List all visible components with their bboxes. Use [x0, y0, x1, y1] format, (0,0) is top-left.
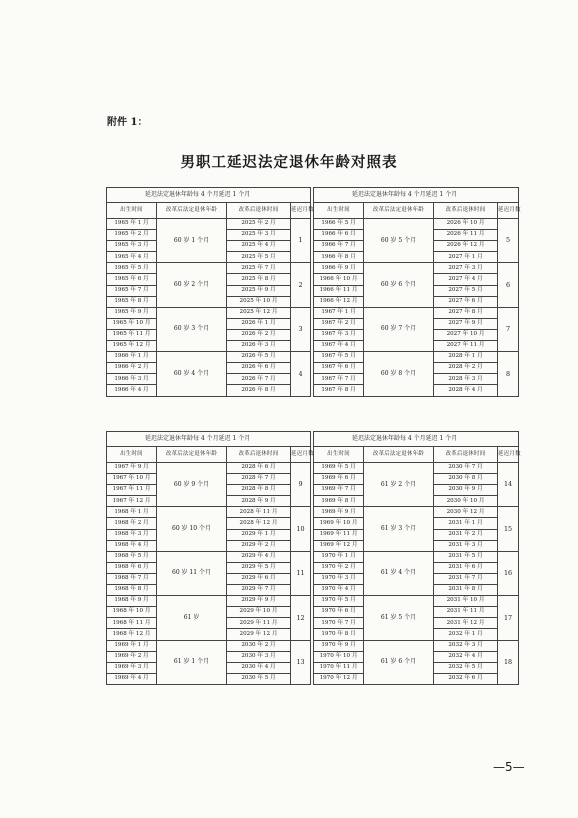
retirement-age-cell: 60 岁 8 个月 [364, 352, 434, 396]
delay-months-cell: 1 [291, 219, 311, 263]
retirement-date-cell: 2027 年 6 月 [434, 296, 498, 307]
birth-date-cell: 1969 年 2 月 [107, 651, 157, 662]
page-number: —5— [493, 760, 525, 774]
birth-date-cell: 1967 年 12 月 [107, 496, 157, 507]
retirement-date-cell: 2032 年 3 月 [434, 640, 498, 651]
retirement-date-cell: 2028 年 1 月 [434, 352, 498, 363]
retirement-date-cell: 2027 年 11 月 [434, 341, 498, 352]
birth-date-cell: 1969 年 11 月 [314, 529, 364, 540]
retirement-date-cell: 2028 年 9 月 [227, 496, 291, 507]
retirement-date-cell: 2029 年 11 月 [227, 618, 291, 629]
birth-date-cell: 1967 年 8 月 [314, 385, 364, 396]
column-header: 改革后退休时间 [434, 203, 498, 219]
delay-months-cell: 7 [498, 307, 519, 351]
retirement-date-cell: 2028 年 2 月 [434, 363, 498, 374]
retirement-date-cell: 2026 年 7 月 [227, 374, 291, 385]
retirement-date-cell: 2026 年 12 月 [434, 241, 498, 252]
column-header: 改革后退休时间 [434, 447, 498, 463]
retirement-date-cell: 2030 年 8 月 [434, 474, 498, 485]
birth-date-cell: 1970 年 1 月 [314, 551, 364, 562]
retirement-date-cell: 2026 年 2 月 [227, 329, 291, 340]
retirement-date-cell: 2026 年 11 月 [434, 230, 498, 241]
birth-date-cell: 1968 年 10 月 [107, 607, 157, 618]
birth-date-cell: 1968 年 7 月 [107, 573, 157, 584]
birth-date-cell: 1968 年 5 月 [107, 551, 157, 562]
birth-date-cell: 1967 年 6 月 [314, 363, 364, 374]
retirement-date-cell: 2027 年 9 月 [434, 318, 498, 329]
column-header: 改革后退休时间 [227, 447, 291, 463]
birth-date-cell: 1970 年 7 月 [314, 618, 364, 629]
birth-date-cell: 1965 年 4 月 [107, 252, 157, 263]
birth-date-cell: 1968 年 6 月 [107, 562, 157, 573]
retirement-date-cell: 2032 年 6 月 [434, 673, 498, 684]
column-header: 延迟月数 [498, 203, 519, 219]
retirement-age-cell: 61 岁 1 个月 [157, 640, 227, 684]
retirement-date-cell: 2025 年 4 月 [227, 241, 291, 252]
table-row [107, 307, 519, 318]
retirement-date-cell: 2025 年 5 月 [227, 252, 291, 263]
retirement-date-cell: 2025 年 10 月 [227, 296, 291, 307]
column-header: 延迟月数 [498, 447, 519, 463]
delay-months-cell: 17 [498, 596, 519, 640]
birth-date-cell: 1965 年 6 月 [107, 274, 157, 285]
retirement-date-cell: 2030 年 3 月 [227, 651, 291, 662]
retirement-date-cell: 2031 年 10 月 [434, 596, 498, 607]
birth-date-cell: 1967 年 4 月 [314, 341, 364, 352]
birth-date-cell: 1966 年 4 月 [107, 385, 157, 396]
birth-date-cell: 1967 年 3 月 [314, 329, 364, 340]
retirement-date-cell: 2026 年 5 月 [227, 352, 291, 363]
retirement-date-cell: 2030 年 4 月 [227, 662, 291, 673]
birth-date-cell: 1966 年 5 月 [314, 219, 364, 230]
birth-date-cell: 1969 年 6 月 [314, 474, 364, 485]
column-header: 改革后法定退休年龄 [157, 203, 227, 219]
birth-date-cell: 1968 年 4 月 [107, 540, 157, 551]
birth-date-cell: 1966 年 12 月 [314, 296, 364, 307]
birth-date-cell: 1966 年 1 月 [107, 352, 157, 363]
birth-date-cell: 1965 年 7 月 [107, 285, 157, 296]
retirement-age-cell: 60 岁 3 个月 [157, 307, 227, 351]
retirement-age-cell: 60 岁 9 个月 [157, 463, 227, 507]
retirement-date-cell: 2028 年 7 月 [227, 474, 291, 485]
birth-date-cell: 1970 年 9 月 [314, 640, 364, 651]
birth-date-cell: 1965 年 10 月 [107, 318, 157, 329]
birth-date-cell: 1967 年 10 月 [107, 474, 157, 485]
retirement-date-cell: 2028 年 12 月 [227, 518, 291, 529]
retirement-date-cell: 2031 年 8 月 [434, 585, 498, 596]
delay-months-cell: 13 [291, 640, 311, 684]
retirement-date-cell: 2026 年 6 月 [227, 363, 291, 374]
birth-date-cell: 1970 年 2 月 [314, 562, 364, 573]
birth-date-cell: 1970 年 4 月 [314, 585, 364, 596]
retirement-date-cell: 2025 年 3 月 [227, 230, 291, 241]
delay-months-cell: 4 [291, 352, 311, 396]
retirement-date-cell: 2030 年 5 月 [227, 673, 291, 684]
column-header: 改革后退休时间 [227, 203, 291, 219]
retirement-date-cell: 2031 年 7 月 [434, 573, 498, 584]
retirement-date-cell: 2031 年 1 月 [434, 518, 498, 529]
column-header: 出生时间 [107, 447, 157, 463]
birth-date-cell: 1970 年 8 月 [314, 629, 364, 640]
retirement-date-cell: 2026 年 8 月 [227, 385, 291, 396]
table-row [107, 640, 519, 651]
retirement-table-1 [106, 187, 519, 397]
group-title: 延迟法定退休年龄每 4 个月延迟 1 个月 [314, 188, 519, 203]
retirement-date-cell: 2031 年 5 月 [434, 551, 498, 562]
retirement-date-cell: 2028 年 6 月 [227, 463, 291, 474]
retirement-age-cell: 60 岁 6 个月 [364, 263, 434, 307]
retirement-date-cell: 2031 年 6 月 [434, 562, 498, 573]
birth-date-cell: 1969 年 4 月 [107, 673, 157, 684]
birth-date-cell: 1969 年 1 月 [107, 640, 157, 651]
retirement-date-cell: 2027 年 10 月 [434, 329, 498, 340]
retirement-date-cell: 2031 年 3 月 [434, 540, 498, 551]
table-row [107, 596, 519, 607]
delay-months-cell: 14 [498, 463, 519, 507]
retirement-age-cell: 61 岁 2 个月 [364, 463, 434, 507]
birth-date-cell: 1968 年 12 月 [107, 629, 157, 640]
retirement-date-cell: 2029 年 10 月 [227, 607, 291, 618]
retirement-date-cell: 2032 年 1 月 [434, 629, 498, 640]
retirement-date-cell: 2026 年 1 月 [227, 318, 291, 329]
retirement-date-cell: 2027 年 1 月 [434, 252, 498, 263]
birth-date-cell: 1966 年 9 月 [314, 263, 364, 274]
birth-date-cell: 1966 年 3 月 [107, 374, 157, 385]
delay-months-cell: 16 [498, 551, 519, 595]
birth-date-cell: 1967 年 1 月 [314, 307, 364, 318]
retirement-age-cell: 60 岁 5 个月 [364, 219, 434, 263]
birth-date-cell: 1970 年 11 月 [314, 662, 364, 673]
column-header: 改革后法定退休年龄 [364, 447, 434, 463]
birth-date-cell: 1970 年 3 月 [314, 573, 364, 584]
birth-date-cell: 1968 年 1 月 [107, 507, 157, 518]
retirement-age-cell: 61 岁 4 个月 [364, 551, 434, 595]
group-title: 延迟法定退休年龄每 4 个月延迟 1 个月 [107, 188, 311, 203]
delay-months-cell: 5 [498, 219, 519, 263]
column-header: 出生时间 [107, 203, 157, 219]
birth-date-cell: 1965 年 12 月 [107, 341, 157, 352]
retirement-date-cell: 2029 年 2 月 [227, 540, 291, 551]
retirement-age-cell: 60 岁 7 个月 [364, 307, 434, 351]
birth-date-cell: 1968 年 3 月 [107, 529, 157, 540]
birth-date-cell: 1970 年 5 月 [314, 596, 364, 607]
delay-months-cell: 10 [291, 507, 311, 551]
delay-months-cell: 3 [291, 307, 311, 351]
table-row [107, 352, 519, 363]
retirement-date-cell: 2025 年 2 月 [227, 219, 291, 230]
birth-date-cell: 1966 年 7 月 [314, 241, 364, 252]
column-header: 改革后法定退休年龄 [157, 447, 227, 463]
birth-date-cell: 1970 年 6 月 [314, 607, 364, 618]
birth-date-cell: 1969 年 5 月 [314, 463, 364, 474]
birth-date-cell: 1969 年 12 月 [314, 540, 364, 551]
retirement-date-cell: 2028 年 11 月 [227, 507, 291, 518]
retirement-date-cell: 2031 年 2 月 [434, 529, 498, 540]
retirement-date-cell: 2028 年 8 月 [227, 485, 291, 496]
birth-date-cell: 1968 年 8 月 [107, 585, 157, 596]
table-row [107, 219, 519, 230]
group-title: 延迟法定退休年龄每 4 个月延迟 1 个月 [107, 432, 311, 447]
birth-date-cell: 1966 年 2 月 [107, 363, 157, 374]
retirement-date-cell: 2032 年 5 月 [434, 662, 498, 673]
birth-date-cell: 1969 年 8 月 [314, 496, 364, 507]
column-header: 出生时间 [314, 447, 364, 463]
birth-date-cell: 1969 年 7 月 [314, 485, 364, 496]
retirement-date-cell: 2029 年 9 月 [227, 596, 291, 607]
retirement-date-cell: 2027 年 3 月 [434, 263, 498, 274]
delay-months-cell: 9 [291, 463, 311, 507]
birth-date-cell: 1968 年 2 月 [107, 518, 157, 529]
retirement-date-cell: 2030 年 10 月 [434, 496, 498, 507]
column-header: 出生时间 [314, 203, 364, 219]
retirement-date-cell: 2025 年 12 月 [227, 307, 291, 318]
birth-date-cell: 1966 年 8 月 [314, 252, 364, 263]
birth-date-cell: 1965 年 9 月 [107, 307, 157, 318]
retirement-age-cell: 61 岁 5 个月 [364, 596, 434, 640]
retirement-table-2 [106, 431, 519, 685]
retirement-age-cell: 60 岁 11 个月 [157, 551, 227, 595]
retirement-date-cell: 2029 年 1 月 [227, 529, 291, 540]
retirement-age-cell: 60 岁 1 个月 [157, 219, 227, 263]
retirement-age-cell: 60 岁 4 个月 [157, 352, 227, 396]
retirement-date-cell: 2029 年 4 月 [227, 551, 291, 562]
birth-date-cell: 1965 年 5 月 [107, 263, 157, 274]
birth-date-cell: 1965 年 11 月 [107, 329, 157, 340]
birth-date-cell: 1966 年 10 月 [314, 274, 364, 285]
retirement-date-cell: 2028 年 3 月 [434, 374, 498, 385]
birth-date-cell: 1969 年 10 月 [314, 518, 364, 529]
retirement-date-cell: 2029 年 7 月 [227, 585, 291, 596]
birth-date-cell: 1967 年 5 月 [314, 352, 364, 363]
retirement-date-cell: 2025 年 7 月 [227, 263, 291, 274]
retirement-date-cell: 2025 年 8 月 [227, 274, 291, 285]
delay-months-cell: 6 [498, 263, 519, 307]
document-title: 男职工延迟法定退休年龄对照表 [180, 154, 398, 171]
delay-months-cell: 2 [291, 263, 311, 307]
birth-date-cell: 1969 年 9 月 [314, 507, 364, 518]
retirement-age-cell: 61 岁 6 个月 [364, 640, 434, 684]
retirement-date-cell: 2028 年 4 月 [434, 385, 498, 396]
column-header: 延迟月数 [291, 447, 311, 463]
birth-date-cell: 1967 年 9 月 [107, 463, 157, 474]
retirement-age-cell: 61 岁 3 个月 [364, 507, 434, 551]
column-header: 延迟月数 [291, 203, 311, 219]
table-row [107, 507, 519, 518]
delay-months-cell: 18 [498, 640, 519, 684]
birth-date-cell: 1968 年 11 月 [107, 618, 157, 629]
birth-date-cell: 1965 年 8 月 [107, 296, 157, 307]
retirement-date-cell: 2031 年 11 月 [434, 607, 498, 618]
retirement-date-cell: 2027 年 8 月 [434, 307, 498, 318]
birth-date-cell: 1967 年 2 月 [314, 318, 364, 329]
retirement-age-cell: 60 岁 10 个月 [157, 507, 227, 551]
delay-months-cell: 15 [498, 507, 519, 551]
retirement-date-cell: 2026 年 3 月 [227, 341, 291, 352]
delay-months-cell: 8 [498, 352, 519, 396]
retirement-age-cell: 60 岁 2 个月 [157, 263, 227, 307]
retirement-date-cell: 2029 年 6 月 [227, 573, 291, 584]
birth-date-cell: 1970 年 10 月 [314, 651, 364, 662]
retirement-date-cell: 2026 年 10 月 [434, 219, 498, 230]
retirement-date-cell: 2030 年 12 月 [434, 507, 498, 518]
retirement-date-cell: 2032 年 4 月 [434, 651, 498, 662]
retirement-date-cell: 2029 年 5 月 [227, 562, 291, 573]
table-row [107, 463, 519, 474]
retirement-date-cell: 2027 年 4 月 [434, 274, 498, 285]
retirement-date-cell: 2030 年 2 月 [227, 640, 291, 651]
group-title: 延迟法定退休年龄每 4 个月延迟 1 个月 [314, 432, 519, 447]
birth-date-cell: 1966 年 6 月 [314, 230, 364, 241]
column-header: 改革后法定退休年龄 [364, 203, 434, 219]
retirement-date-cell: 2030 年 7 月 [434, 463, 498, 474]
delay-months-cell: 11 [291, 551, 311, 595]
birth-date-cell: 1966 年 11 月 [314, 285, 364, 296]
retirement-date-cell: 2025 年 9 月 [227, 285, 291, 296]
retirement-age-cell: 61 岁 [157, 596, 227, 640]
birth-date-cell: 1970 年 12 月 [314, 673, 364, 684]
table-row [107, 551, 519, 562]
birth-date-cell: 1968 年 9 月 [107, 596, 157, 607]
retirement-date-cell: 2027 年 5 月 [434, 285, 498, 296]
birth-date-cell: 1965 年 3 月 [107, 241, 157, 252]
birth-date-cell: 1965 年 2 月 [107, 230, 157, 241]
birth-date-cell: 1967 年 11 月 [107, 485, 157, 496]
birth-date-cell: 1967 年 7 月 [314, 374, 364, 385]
delay-months-cell: 12 [291, 596, 311, 640]
birth-date-cell: 1969 年 3 月 [107, 662, 157, 673]
birth-date-cell: 1965 年 1 月 [107, 219, 157, 230]
retirement-date-cell: 2031 年 12 月 [434, 618, 498, 629]
retirement-date-cell: 2029 年 12 月 [227, 629, 291, 640]
attachment-label: 附件 1： [107, 117, 148, 128]
table-row [107, 263, 519, 274]
retirement-date-cell: 2030 年 9 月 [434, 485, 498, 496]
